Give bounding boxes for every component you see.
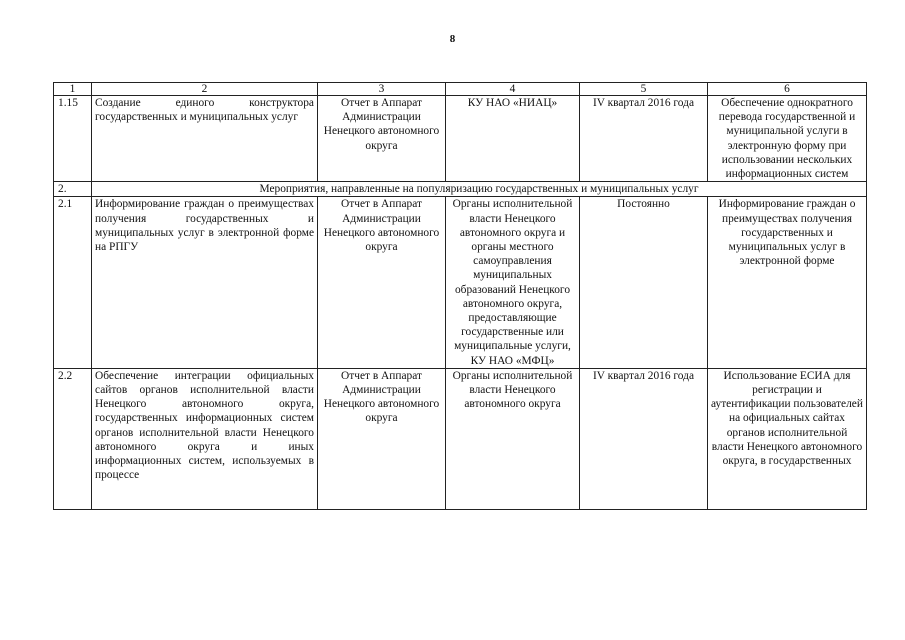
column-number-6: 6: [708, 83, 867, 96]
section-title: Мероприятия, направленные на популяризацию государственных и муниципальных услуг: [92, 182, 867, 197]
section-number: 2.: [54, 182, 92, 197]
result-cell: Информирование граждан о преимуществах получения государственных и муниципальных услуг в электронной форме: [708, 197, 867, 368]
deadline-cell: [580, 368, 708, 509]
row-number: 2.1: [54, 197, 92, 368]
measure-cell: [92, 368, 318, 509]
executor-cell: КУ НАО «НИАЦ»: [446, 96, 580, 182]
measure-text: Обеспечение интеграции официальных сайтов органов исполнительной власти Ненецкого автономного округа, государственных информационных систем органов исполнительной власти Ненецкого автономного округа и иных информационных систем, используемых в процессе: [95, 369, 314, 482]
row-number-text: 2.2: [58, 369, 73, 382]
column-number-2: 2: [92, 83, 318, 96]
row-number: [54, 368, 92, 509]
deadline-text: IV квартал 2016 года: [592, 369, 695, 382]
column-number-4: 4: [446, 83, 580, 96]
measure-cell: Информирование граждан о преимуществах получения государственных и муниципальных услуг в электронной форме на РПГУ: [92, 197, 318, 368]
column-number-3: 3: [318, 83, 446, 96]
deadline-cell: Постоянно: [580, 197, 708, 368]
deadline-cell: IV квартал 2016 года: [580, 96, 708, 182]
section-row: [54, 182, 867, 197]
table-row: [54, 197, 867, 368]
measure-cell: Создание единого конструктора государственных и муниципальных услуг: [92, 96, 318, 182]
table-header-row: [54, 83, 867, 96]
result-text: Использование ЕСИА для регистрации и аутентификации пользователей на официальных сайтах органов исполнительной власти Ненецкого автономного округа, в государственных: [711, 369, 863, 468]
table-row: [54, 368, 867, 509]
table-row: [54, 96, 867, 182]
result-cell: [708, 368, 867, 509]
measures-table: [53, 82, 867, 510]
report-text: Отчет в Аппарат Администрации Ненецкого автономного округа: [323, 369, 440, 425]
executor-cell: Органы исполнительной власти Ненецкого автономного округа и органы местного самоуправления муниципальных образований Ненецкого автономного округа, предоставляющие государственные или муниципальные услуги, КУ НАО «МФЦ»: [446, 197, 580, 368]
report-cell: Отчет в Аппарат Администрации Ненецкого автономного округа: [318, 197, 446, 368]
report-cell: Отчет в Аппарат Администрации Ненецкого автономного округа: [318, 96, 446, 182]
executor-text: Органы исполнительной власти Ненецкого автономного округа: [452, 369, 573, 411]
executor-cell: [446, 368, 580, 509]
column-number-1: 1: [54, 83, 92, 96]
result-cell: Обеспечение однократного перевода государственной и муниципальной услуги в электронную форму при использовании нескольких информационных систем: [708, 96, 867, 182]
column-number-5: 5: [580, 83, 708, 96]
page-number: 8: [449, 33, 456, 45]
report-cell: [318, 368, 446, 509]
row-number: 1.15: [54, 96, 92, 182]
